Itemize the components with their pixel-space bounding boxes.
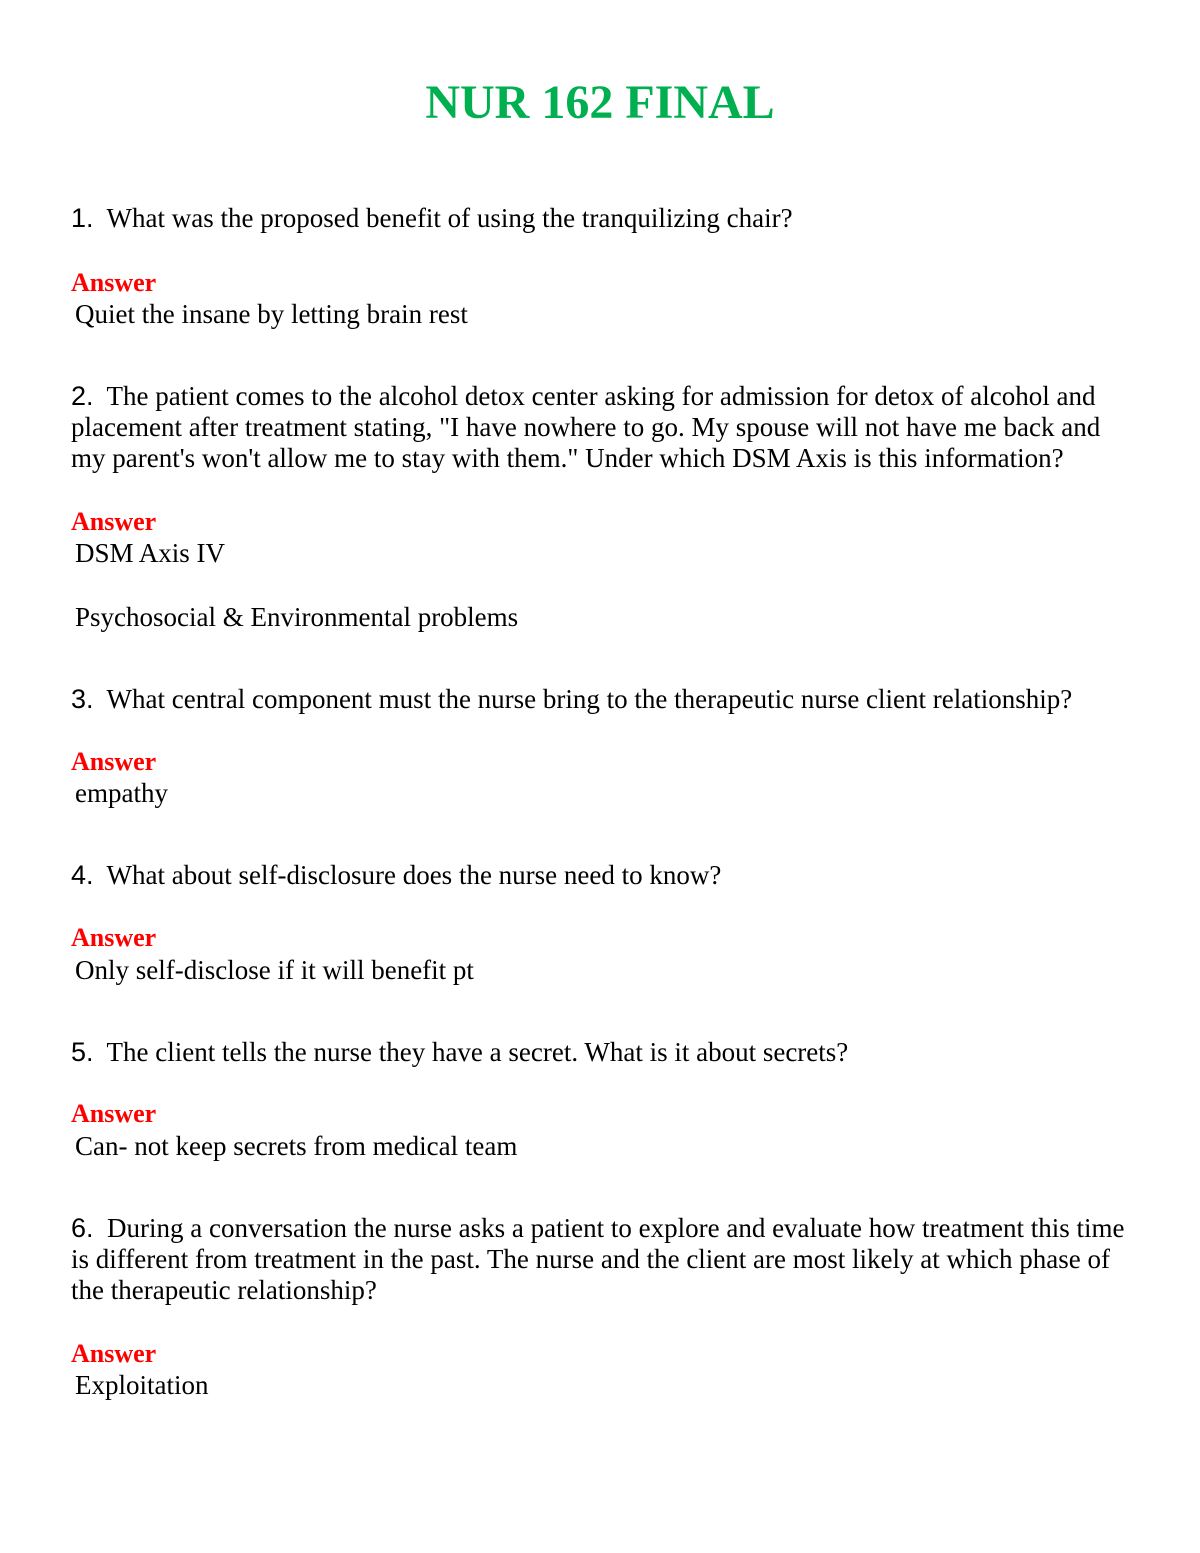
answer-label: Answer (71, 268, 157, 297)
question-4 (71, 860, 1131, 891)
question-text: During a conversation the nurse asks a patient to explore and evaluate how treatment this time is different from treatment in the past. The nurse and the client are most likely at which phase of the therapeutic relationship? (71, 1213, 1125, 1305)
question-text: What was the proposed benefit of using the tranquilizing chair? (106, 203, 793, 233)
question-number: 1. (71, 203, 94, 233)
answer-label: Answer (71, 507, 157, 536)
question-5 (71, 1037, 1131, 1068)
answer-text: Psychosocial & Environmental problems (75, 602, 519, 632)
question-number: 5. (71, 1037, 94, 1067)
answer-text: Quiet the insane by letting brain rest (75, 299, 468, 329)
question-2 (71, 381, 1131, 474)
question-6 (71, 1213, 1131, 1306)
question-3 (71, 684, 1131, 715)
answer-text: Exploitation (75, 1370, 209, 1400)
answer-label: Answer (71, 747, 157, 776)
answer-label: Answer (71, 1339, 157, 1368)
question-number: 4. (71, 860, 94, 890)
question-number: 2. (71, 381, 94, 411)
question-text: What about self-disclosure does the nurse need to know? (106, 860, 722, 890)
question-text: The patient comes to the alcohol detox center asking for admission for detox of alcohol and placement after treatment stating, "I have nowhere to go. My spouse will not have me back and my parent's won't allow me to stay with them." Under which DSM Axis is this information? (71, 381, 1101, 473)
question-text: The client tells the nurse they have a secret. What is it about secrets? (106, 1037, 849, 1067)
answer-text: Only self-disclose if it will benefit pt (75, 955, 474, 985)
question-number: 3. (71, 684, 94, 714)
answer-text: Can- not keep secrets from medical team (75, 1131, 518, 1161)
question-text: What central component must the nurse bring to the therapeutic nurse client relationship? (106, 684, 1073, 714)
answer-label: Answer (71, 923, 157, 952)
page-title: NUR 162 FINAL (425, 76, 775, 129)
question-number: 6. (71, 1213, 94, 1243)
answer-label: Answer (71, 1099, 157, 1128)
answer-text: empathy (75, 778, 168, 808)
question-1 (71, 203, 1131, 234)
answer-text: DSM Axis IV (75, 538, 226, 568)
